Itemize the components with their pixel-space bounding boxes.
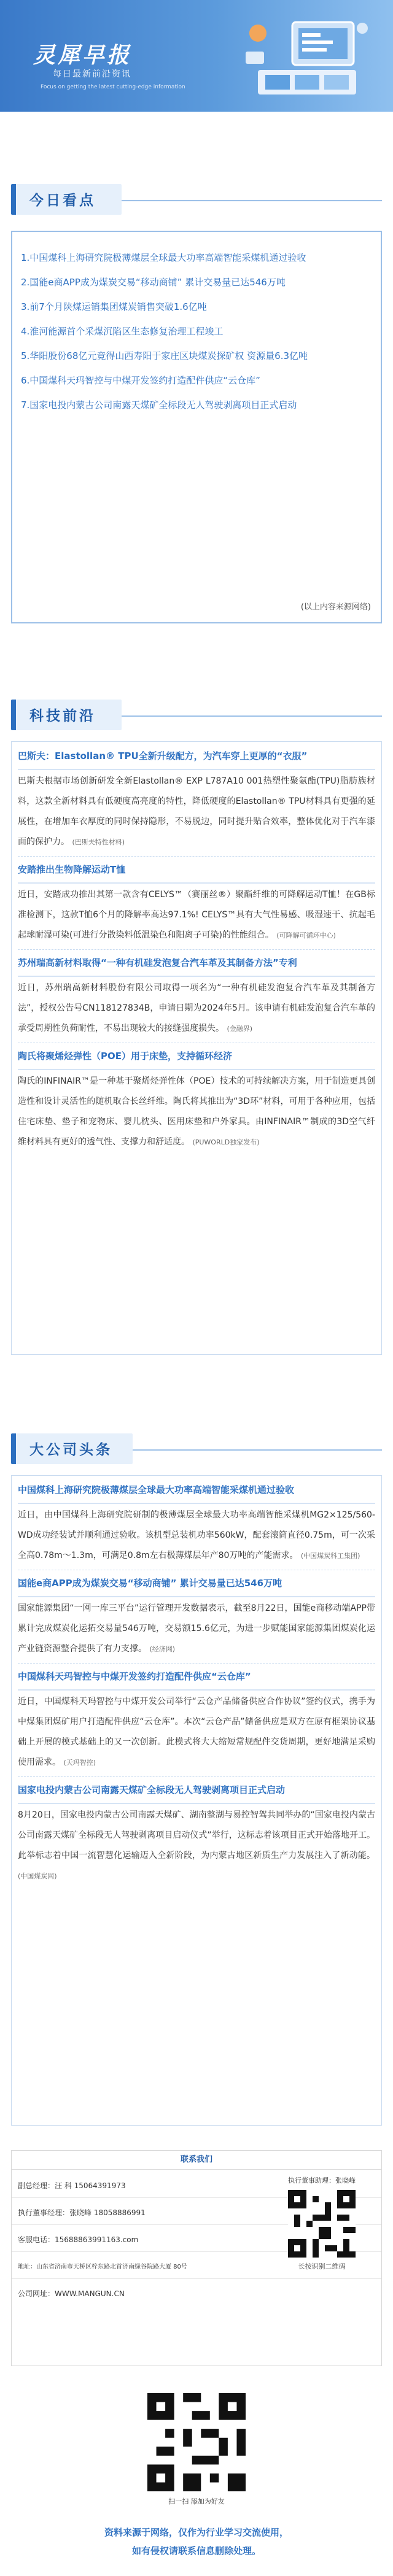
- article-source: (金融界): [227, 1025, 253, 1033]
- banner-subtitle: Focus on getting the latest cutting-edge information: [41, 84, 185, 90]
- contact-row[interactable]: 公司网址：WWW.MANGUN.CN: [18, 2289, 125, 2298]
- divider: [12, 2278, 381, 2279]
- article-title[interactable]: 陶氏将聚烯烃弹性（POE）用于床垫，支持循环经济: [18, 1046, 375, 1070]
- qr-code-icon[interactable]: [288, 2190, 356, 2258]
- divider: [18, 949, 375, 950]
- article: [18, 1046, 375, 1152]
- company-articles: [11, 1475, 382, 2126]
- banner-title: 灵犀早报: [33, 42, 132, 68]
- article-source: (巴斯夫特性材料): [72, 838, 125, 846]
- article-body: 近日，中国煤科天玛智控与中煤开发公司举行“云仓产品储备供应合作协议”签约仪式，携手为中煤集团煤矿用户打造配件供应“云仓库”。本次“云仓产品”储备供应是双方在原有框架协议基础上开展的模式基础上的又一次创新。此模式将大大缩短常规配件交货周期，更好地满足采购使用需求。 (天玛智控): [18, 1697, 375, 1767]
- article-title[interactable]: 安踏推出生物降解运动T恤: [18, 859, 375, 884]
- list-item[interactable]: 6.中国煤科天玛智控与中煤开发签约打造配件供应“云仓库”: [21, 375, 260, 386]
- article-body: 巴斯夫根据市场创新研发全新Elastollan® EXP L787A10 001热塑性聚氨酯(TPU)脂肪族材料，这款全新材料具有低硬度高亮度的特性，降低硬度的Elastollan® TPU材料具有更强的延展性，在增加车衣厚度的同时保持隐形，不易脱边，同时提升贴合效率，整体优化对于汽车漆面的保护力。 (巴斯夫特性材料): [18, 776, 375, 847]
- article-title[interactable]: 苏州瑞高新材料取得“一种有机硅发泡复合汽车革及其制备方法”专利: [18, 952, 375, 977]
- article-source: (中国煤炭科工集团): [300, 1552, 360, 1560]
- tech-heading-text: 科技前沿: [29, 708, 96, 724]
- article-title[interactable]: 中国煤科上海研究院极薄煤层全球最大功率高端智能采煤机通过验收: [18, 1479, 375, 1504]
- list-item[interactable]: 3.前7个月陕煤运销集团煤炭销售突破1.6亿吨: [21, 301, 207, 312]
- article-source: (经济网): [149, 1645, 176, 1653]
- contact-title: 联系我们: [12, 2151, 381, 2170]
- qr-caption: 扫一扫 添加为好友: [168, 2497, 225, 2505]
- article: [18, 1479, 375, 1566]
- qr-caption: 执行董事助理：张晓峰: [288, 2177, 356, 2185]
- footer-disclaimer: 如有侵权请联系信息删除处理。: [131, 2545, 261, 2556]
- list-item[interactable]: 2.国能e商APP成为煤炭交易“移动商铺” 累计交易量已达546万吨: [21, 277, 286, 288]
- article-source: (可降解可循环中心): [276, 931, 336, 939]
- contact-panel: [11, 2150, 382, 2366]
- list-item[interactable]: 5.华阳股份68亿元竞得山西寿阳于家庄区块煤炭探矿权 资源量6.3亿吨: [21, 350, 308, 361]
- article: [18, 746, 375, 852]
- article-body: 8月20日，国家电投内蒙古公司南露天煤矿、湖南整湖与易控智驾共同举办的“国家电投内蒙古公司南露天煤矿全标段无人驾驶剥离项目启动仪式”举行，这标志着该项目正式开始落地开工。此举标志着中国一流智慧化运输迈入全新阶段，为内蒙古地区新质生产力发展注入了新动能。 (中国煤炭网): [18, 1810, 375, 1880]
- article-title[interactable]: 国家电投内蒙古公司南露天煤矿全标段无人驾驶剥离项目正式启动: [18, 1780, 375, 1804]
- banner-tagline: 每日最新前沿资讯: [53, 69, 131, 79]
- article-title[interactable]: 中国煤科天玛智控与中煤开发签约打造配件供应“云仓库”: [18, 1666, 375, 1691]
- article-source: (PUWORLD独家发布): [192, 1138, 260, 1146]
- article-body: 近日，苏州瑞高新材料股份有限公司取得一项名为“一种有机硅发泡复合汽车革及其制备方法”，授权公告号CN118127834B，申请日期为2024年5月。该申请有机硅发泡复合汽车革的承受周期性负荷耐性，不易出现较大的接缝强度损失。 (金融界): [18, 983, 375, 1033]
- article-source: (中国煤炭网): [18, 1872, 57, 1880]
- article-source: (天玛智控): [63, 1759, 96, 1767]
- article: [18, 1573, 375, 1659]
- header-banner: [0, 0, 393, 112]
- article-body: 近日，安踏成功推出其第一款含有CELYS™（赛丽丝®）聚酯纤维的可降解运动T恤！在GB标准检测下，这款T恤6个月的降解率高达97.1%! CELYS™具有大气性易感、吸湿速干、抗起毛起球耐湿可染(可进行分散染料低温染色和阳离子可染)的性能组合。 (可降解可循环中心): [18, 890, 375, 940]
- article: [18, 1666, 375, 1773]
- list-item[interactable]: 7.国家电投内蒙古公司南露天煤矿全标段无人驾驶剥离项目正式启动: [21, 399, 297, 411]
- heading-badge: [11, 700, 122, 730]
- today-highlights-list: [11, 231, 382, 623]
- article-title[interactable]: 巴斯夫：Elastollan® TPU全新升级配方，为汽车穿上更厚的“衣服”: [18, 746, 375, 770]
- heading-badge: [11, 1433, 133, 1464]
- company-heading-text: 大公司头条: [29, 1441, 112, 1458]
- contact-row: 客服电话：15688863991163.com: [18, 2235, 139, 2244]
- qr-code-icon[interactable]: [147, 2393, 246, 2491]
- article: [18, 952, 375, 1039]
- divider: [18, 856, 375, 857]
- article-body: 近日，由中国煤科上海研究院研制的极薄煤层全球最大功率高端智能采煤机MG2×125/560-WD成功经装试并顺利通过验收。该机型总装机功率560kW，配套滚筒直径0.75m，可一次采全高0.78m～1.3m，可满足0.8m左右极薄煤层年产80万吨的产能需求。 (中国煤炭科工集团): [18, 1510, 375, 1560]
- footer-disclaimer: 资料来源于网络，仅作为行业学习交流使用，: [104, 2527, 289, 2538]
- divider: [18, 1663, 375, 1664]
- article-body: 陶氏的INFINAIR™是一种基于聚烯烃弹性体（POE）技术的可持续解决方案，用于制造更具创造性和设计灵活性的随机取合长丝纤维。陶氏将其推出为“3D环”材料，可用于各种应用，包括住宅床垫、垫子和宠物床、婴儿枕头、医用床垫和户外家具。由INFINAIR™制成的3D空气纤维材料具有更好的透气性、支撑力和舒适度。 (PUWORLD独家发布): [18, 1076, 375, 1147]
- contact-row: 副总经理：汪 科 15064391973: [18, 2181, 126, 2190]
- tech-articles: [11, 741, 382, 1355]
- contact-row: 地址：山东省济南市天桥区梓东路北首济南绿谷院路大厦 80号: [18, 2264, 187, 2270]
- article: [18, 1780, 375, 1886]
- heading-badge: [11, 184, 122, 215]
- contact-row: 执行董事经理：张晓峰 18058886991: [18, 2208, 146, 2217]
- today-heading-text: 今日看点: [29, 192, 96, 209]
- divider: [18, 1776, 375, 1777]
- source-note: (以上内容来源网络): [300, 603, 371, 612]
- article-title[interactable]: 国能e商APP成为煤炭交易“移动商铺” 累计交易量已达546万吨: [18, 1573, 375, 1597]
- list-item[interactable]: 1.中国煤科上海研究院极薄煤层全球最大功率高端智能采煤机通过验收: [21, 252, 306, 263]
- article-body: 国家能源集团“一网一库三平台”运行管理开发数据表示，截至8月22日，国能e商移动端APP带累计完成煤炭化运拓交易量546万吨，交易额15.6亿元，为进一步赋能国家能源集团煤炭化运产业链资源整合提供了有力支撑。 (经济网): [18, 1603, 375, 1654]
- list-item[interactable]: 4.淮河能源首个采煤沉陷区生态修复治理工程竣工: [21, 326, 224, 337]
- banner-illustration-icon: [233, 9, 381, 107]
- qr-caption: 长按识别二维码: [298, 2262, 346, 2270]
- article: [18, 859, 375, 946]
